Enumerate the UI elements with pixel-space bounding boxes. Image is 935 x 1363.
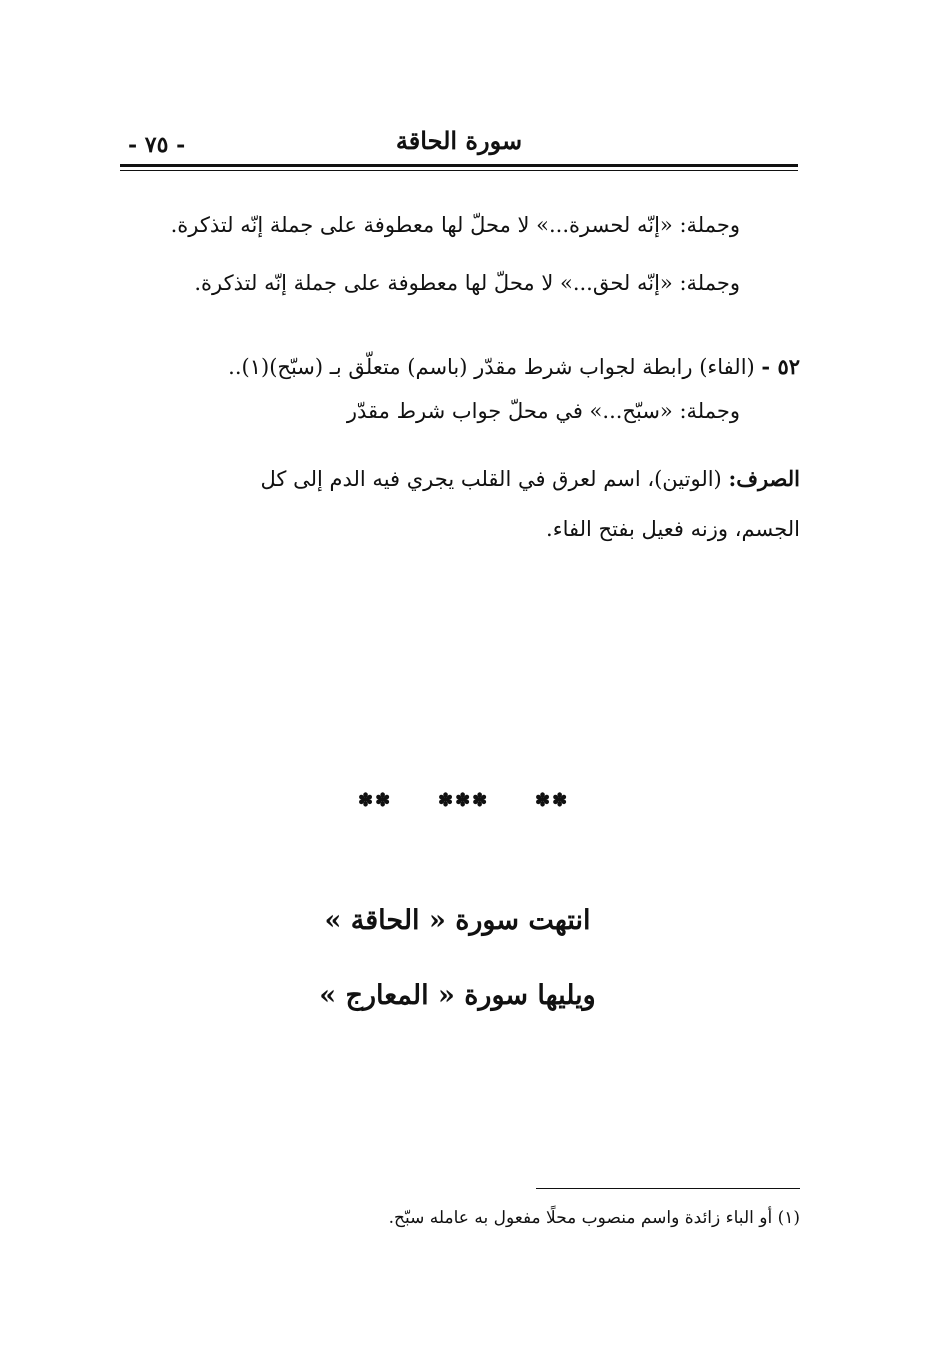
surah-title: سورة الحاقة: [395, 126, 523, 155]
footnote: (١) أو الباء زائدة واسم منصوب محلًا مفعول به عامله سبّح.: [388, 1208, 800, 1228]
item-52: [228, 352, 800, 382]
closing-line-2: ويليها سورة « المعارج »: [319, 980, 596, 1011]
body-line-2: وجملة: «إنّه لحق...» لا محلّ لها معطوفة على جملة إنّه لتذكرة.: [194, 271, 740, 295]
item-number: ٥٢ -: [761, 354, 800, 379]
item-52-text: (الفاء) رابطة لجواب شرط مقدّر (باسم) متعلّق بـ (سبّح)(١)..: [228, 355, 755, 379]
separator-middle: ✽✽✽: [438, 790, 490, 811]
sarf-paragraph: [261, 464, 800, 494]
header-rule-thin: [120, 170, 798, 171]
page-number: - ٧٥ -: [128, 132, 186, 158]
sarf-label: الصرف:: [728, 466, 800, 491]
closing-line-1: انتهت سورة « الحاقة »: [324, 905, 591, 936]
body-line-1: وجملة: «إنّه لحسرة...» لا محلّ لها معطوفة على جملة إنّه لتذكرة.: [170, 213, 740, 237]
sarf-text: (الوتين)، اسم لعرق في القلب يجري فيه الدم إلى كل: [260, 467, 722, 491]
page-header: [120, 118, 798, 164]
sarf-continuation: الجسم، وزنه فعيل بفتح الفاء.: [546, 517, 800, 541]
body-line-4: وجملة: «سبّح...» في محلّ جواب شرط مقدّر: [346, 399, 740, 423]
separator-left: ✽✽: [358, 790, 393, 811]
separator-right: ✽✽: [535, 790, 570, 811]
header-rule: [120, 164, 798, 167]
footnote-rule: [536, 1188, 800, 1189]
section-separator: [330, 790, 580, 820]
